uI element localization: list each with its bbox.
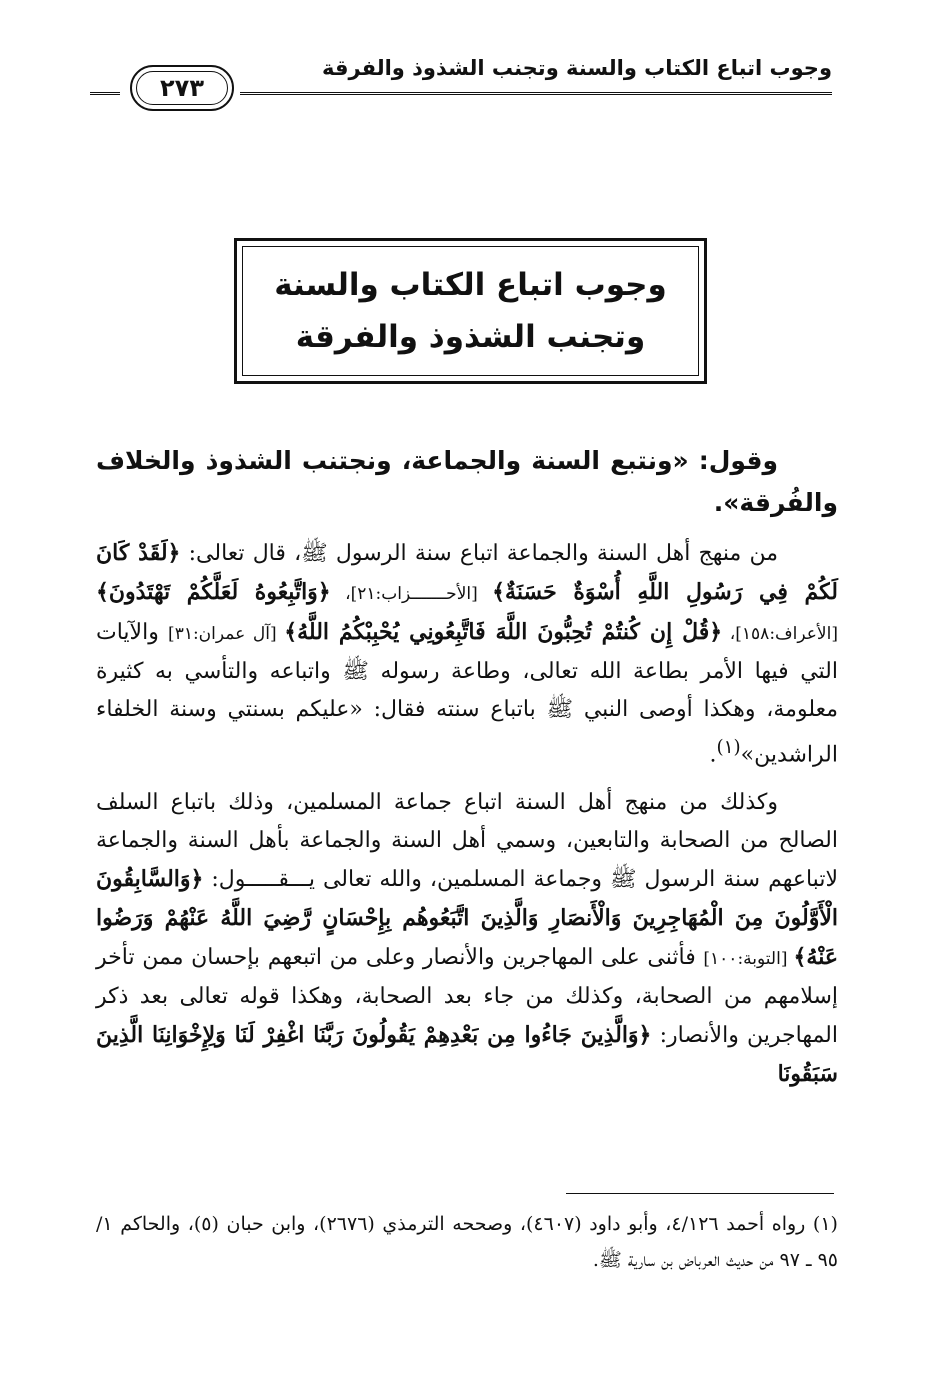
- page-number-badge: [130, 65, 234, 111]
- verse-ref-tawbah: [التوبة:١٠٠]: [703, 949, 794, 970]
- p2-text-a: وكذلك من منهج أهل السنة اتباع جماعة المسلمين، وذلك باتباع السلف الصالح من الصحابة والتابعين، وسمي أهل السنة والجماعة بأهل السنة والجماعة لاتباعهم سنة الرسول ﷺ وجماعة المسلمين، والله تعالى يـــقـــــول:: [96, 790, 838, 893]
- page-number: ٢٧٣: [160, 74, 204, 102]
- footnote-1: (١) رواه أحمد ٤/١٢٦، وأبو داود (٤٦٠٧)، وصححه الترمذي (٢٦٧٦)، وابن حبان (٥)، والحاكم ١/ ٩٥ ـ ٩٧ من حديث العرباض بن سارية ﷺ.: [96, 1213, 838, 1271]
- header-rule-left: [90, 92, 120, 97]
- chapter-title-box: [234, 238, 707, 384]
- header-rule: [240, 92, 832, 97]
- quran-verse-hashr: ﴿وَالَّذِينَ جَاءُوا مِن بَعْدِهِمْ يَقُولُونَ رَبَّنَا اغْفِرْ لَنَا وَلِإِخْوَانِنَا الَّذِينَ سَبَقُونَا: [96, 1022, 838, 1088]
- running-title: وجوب اتباع الكتاب والسنة وتجنب الشذوذ والفرقة: [322, 56, 832, 80]
- chapter-title-frame: [242, 246, 699, 376]
- quran-verse-ahzab: ﴿لَقَدْ كَانَ لَكُمْ فِي رَسُولِ اللَّهِ أُسْوَةٌ حَسَنَةٌ﴾: [96, 540, 838, 605]
- quran-verse-imran: ﴿قُلْ إِن كُنتُمْ تُحِبُّونَ اللَّهَ فَاتَّبِعُونِي يُحْبِبْكُمُ اللَّهُ﴾: [284, 619, 723, 645]
- footnotes: [96, 1206, 838, 1278]
- verse-ref-imran: [آل عمران:٣١]: [168, 624, 285, 644]
- verse-ref-ahzab: [الأحـــــــزاب:٢١]،: [330, 584, 493, 604]
- running-header: [90, 56, 832, 106]
- lead-prefix: وقول:: [688, 446, 778, 475]
- p2-text-b: فأثنى على المهاجرين والأنصار وعلى من اتبعهم بإحسان ممن تأخر إسلامهم من الصحابة، وكذلك من جاء بعد الصحابة، وهكذا قوله تعالى بعد ذكر المهاجرين والأنصار:: [96, 945, 838, 1049]
- footnote-divider: [566, 1193, 834, 1194]
- body-text: [96, 440, 838, 1094]
- lead-paragraph: [96, 440, 838, 524]
- quran-verse-araf: ﴿وَاتَّبِعُوهُ لَعَلَّكُمْ تَهْتَدُونَ﴾: [96, 579, 331, 605]
- lead-quote: «ونتبع السنة والجماعة، ونجتنب الشذوذ والخلاف والفُرقة».: [96, 446, 838, 517]
- verse-ref-araf: [الأعراف:١٥٨]،: [722, 624, 838, 644]
- quran-verse-tawbah: ﴿وَالسَّابِقُونَ الْأَوَّلُونَ مِنَ الْمُهَاجِرِينَ وَالْأَنصَارِ وَالَّذِينَ اتَّبَعُوهُم بِإِحْسَانٍ رَّضِيَ اللَّهُ عَنْهُمْ وَرَضُوا عَنْهُ﴾: [96, 866, 838, 971]
- p1-text-b: والآيات التي فيها الأمر بطاعة الله تعالى، وطاعة رسوله ﷺ واتباعه والتأسي به كثيرة معلومة، وهكذا أوصى النبي ﷺ باتباع سنته فقال: «عليكم بسنتي وسنة الخلفاء الراشدين»: [96, 620, 838, 768]
- p1-period: .: [709, 742, 717, 768]
- paragraph-1: [96, 534, 838, 774]
- footnote-marker[interactable]: (١): [716, 737, 741, 758]
- chapter-title-line-1: وجوب اتباع الكتاب والسنة: [274, 267, 667, 303]
- p1-text-a: من منهج أهل السنة والجماعة اتباع سنة الرسول ﷺ، قال تعالى:: [180, 541, 778, 566]
- chapter-title-line-2: وتجنب الشذوذ والفرقة: [295, 319, 646, 355]
- paragraph-2: [96, 784, 838, 1094]
